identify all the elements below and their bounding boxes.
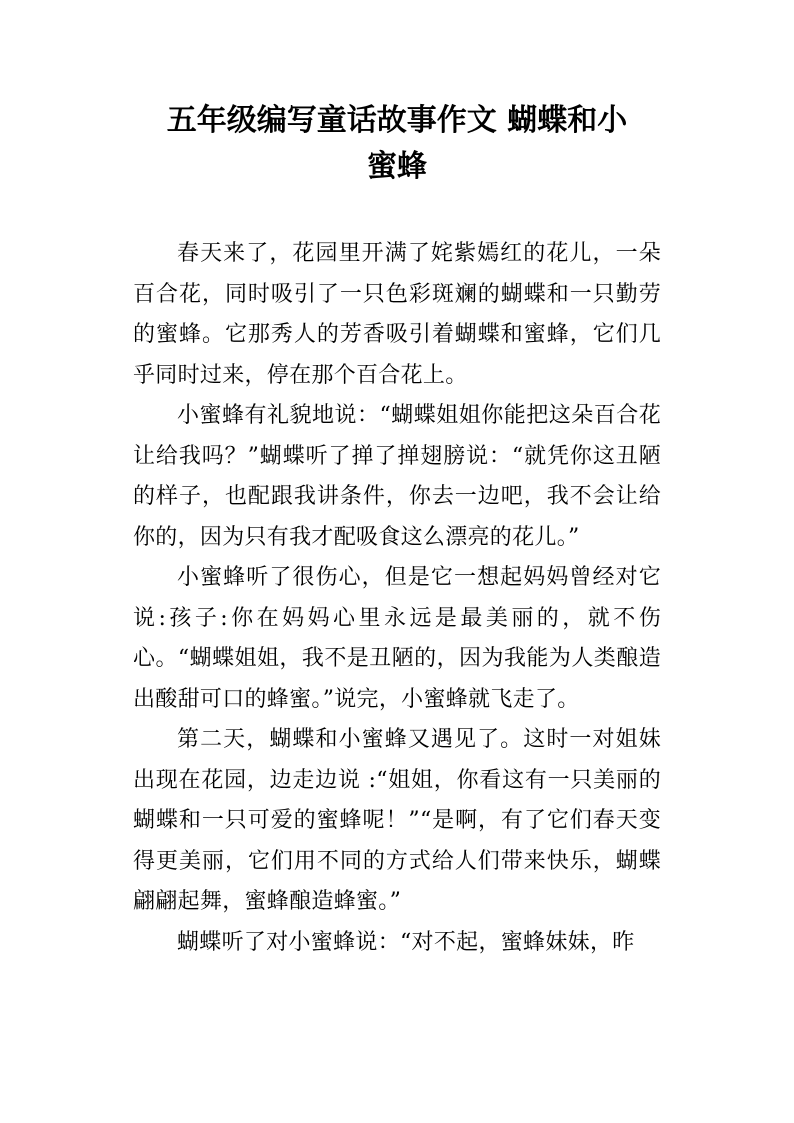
- paragraph-2: 小蜜蜂有礼貌地说：“蝴蝶姐姐你能把这朵百合花让给我吗？”蝴蝶听了掸了掸翅膀说：“就凭你这丑陋的样子，也配跟我讲条件，你去一边吧，我不会让给你的，因为只有我才配吸食这么漂亮的花儿。”: [133, 403, 661, 550]
- paragraph-5: 蝴蝶听了对小蜜蜂说：“对不起，蜜蜂妹妹，昨: [177, 929, 635, 955]
- title-line-1: 五年级编写童话故事作文 蝴蝶和小: [166, 103, 628, 138]
- document-title: [110, 98, 684, 190]
- paragraph-1: 春天来了，花园里开满了姹紫嫣红的花儿，一朵百合花，同时吸引了一只色彩斑斓的蝴蝶和一只勤劳的蜜蜂。它那秀人的芳香吸引着蝴蝶和蜜蜂，它们几乎同时过来，停在那个百合花上。: [133, 241, 661, 388]
- document-body: [133, 234, 661, 963]
- paragraph-4: 第二天，蝴蝶和小蜜蜂又遇见了。这时一对姐妹出现在花园，边走边说 :“姐姐，你看这有一只美丽的蝴蝶和一只可爱的蜜蜂呢！”“是啊，有了它们春天变得更美丽，它们用不同的方式给人们带来快乐，蝴蝶翩翩起舞，蜜蜂酿造蜂蜜。”: [133, 727, 661, 914]
- title-line-2: 蜜蜂: [367, 149, 427, 184]
- paragraph-3: 小蜜蜂听了很伤心，但是它一想起妈妈曾经对它说:孩子:你在妈妈心里永远是最美丽的，就不伤心。“蝴蝶姐姐，我不是丑陋的，因为我能为人类酿造出酸甜可口的蜂蜜。”说完，小蜜蜂就飞走了。: [133, 565, 661, 712]
